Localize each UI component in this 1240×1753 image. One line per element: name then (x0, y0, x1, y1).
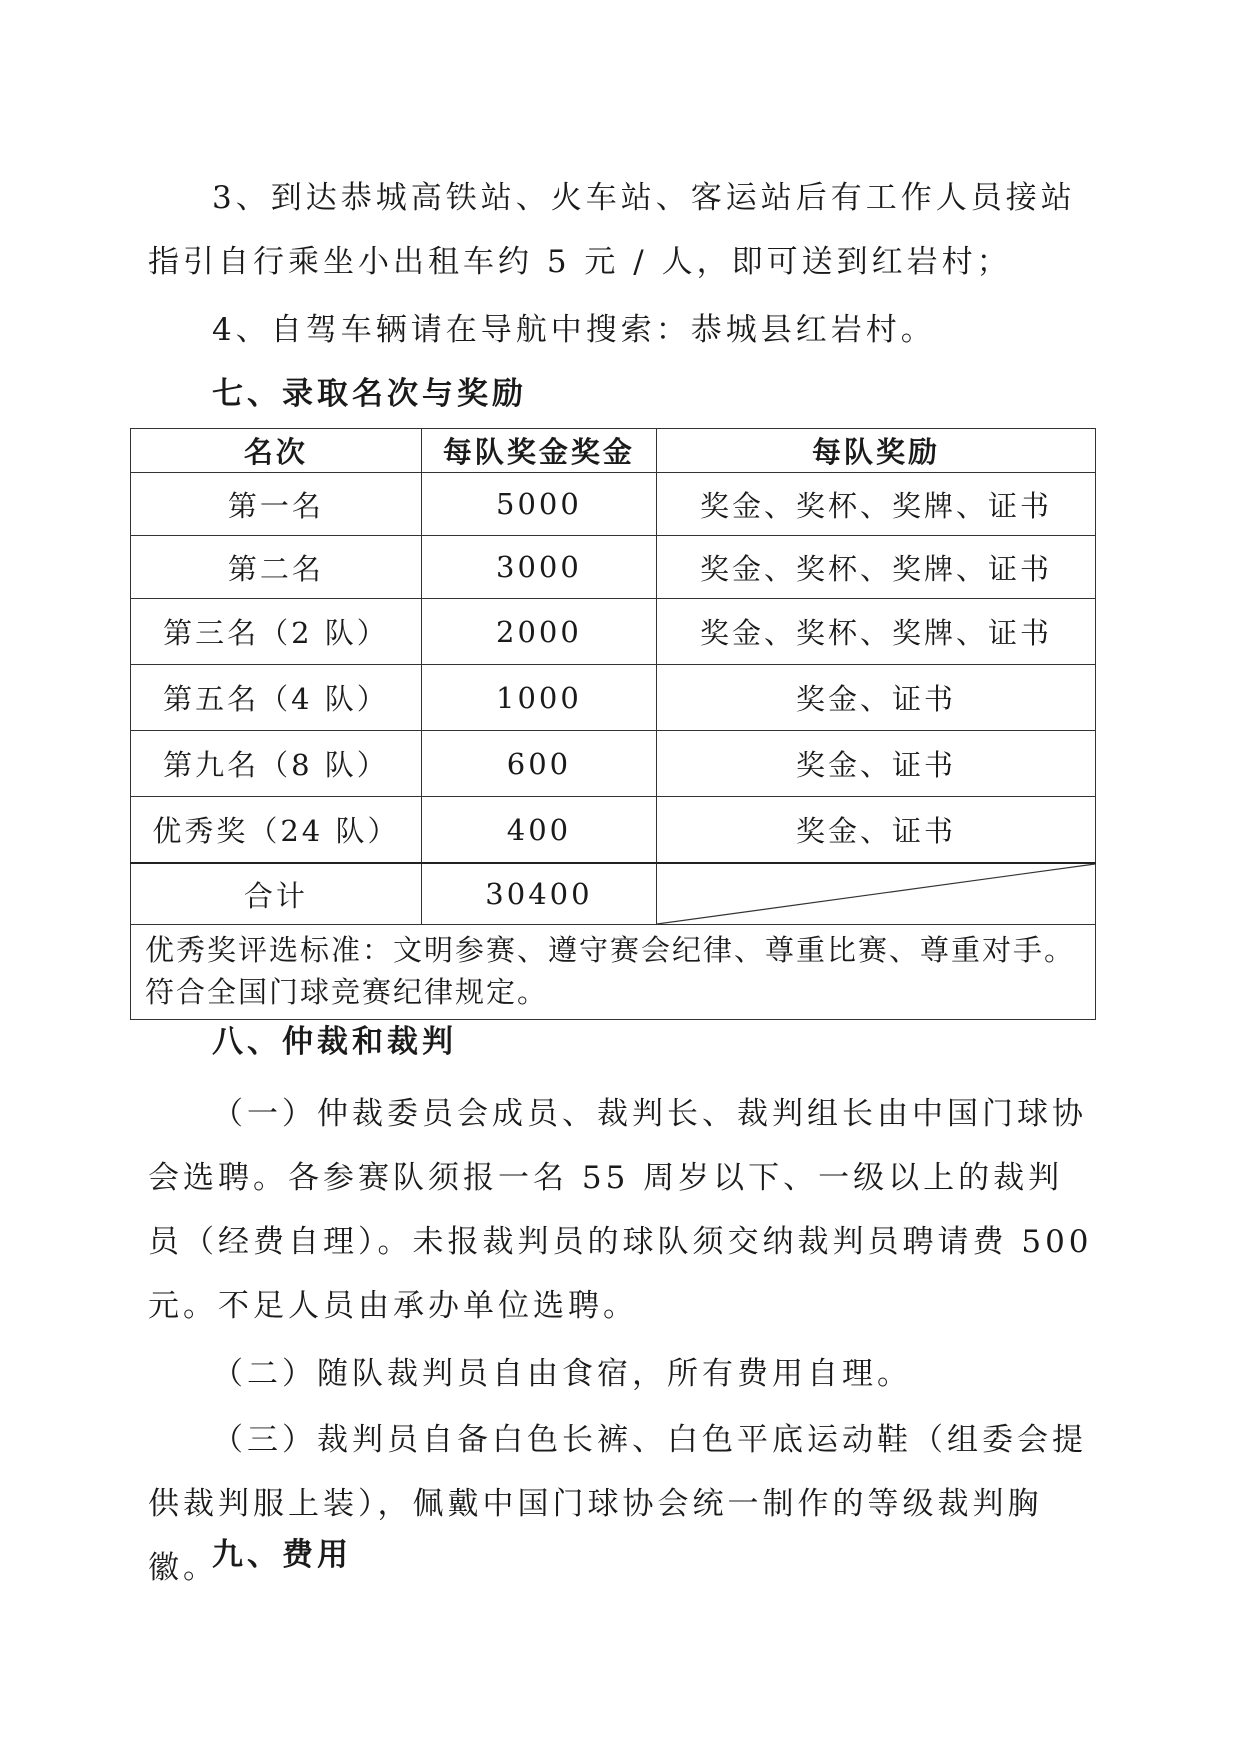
paragraph-transport-3: 3、到达恭城高铁站、火车站、客运站后有工作人员接站指引自行乘坐小出租车约 5 元 / 人，即可送到红岩村； (148, 180, 1076, 280)
table-row (131, 599, 1096, 665)
diagonal-line (657, 864, 1095, 924)
cell-reward: 奖金、奖杯、奖牌、证书 (657, 473, 1096, 536)
cell-rank: 第五名（4 队） (131, 665, 422, 731)
cell-rank: 第一名 (131, 473, 422, 536)
cell-total-value: 30400 (421, 863, 656, 925)
cell-rank: 优秀奖（24 队） (131, 797, 422, 864)
header-amount: 每队奖金奖金 (421, 429, 656, 473)
cell-reward: 奖金、证书 (657, 665, 1096, 731)
table-row (131, 797, 1096, 864)
paragraph-transport-4: 4、自驾车辆请在导航中搜索：恭城县红岩村。 (212, 312, 936, 348)
cell-reward: 奖金、奖杯、奖牌、证书 (657, 536, 1096, 599)
cell-reward: 奖金、证书 (657, 797, 1096, 864)
table-note-row (131, 925, 1096, 1020)
cell-amount: 2000 (421, 599, 656, 665)
cell-reward: 奖金、证书 (657, 731, 1096, 797)
table-row (131, 536, 1096, 599)
paragraph-arbitration-1: （一）仲裁委员会成员、裁判长、裁判组长由中国门球协会选聘。各参赛队须报一名 55 周岁以下、一级以上的裁判员（经费自理）。未报裁判员的球队须交纳裁判员聘请费 500 元。不足人员由承办单位选聘。 (148, 1096, 1093, 1324)
cell-rank: 第二名 (131, 536, 422, 599)
cell-amount: 3000 (421, 536, 656, 599)
cell-note: 优秀奖评选标准：文明参赛、遵守赛会纪律、尊重比赛、尊重对手。符合全国门球竞赛纪律规定。 (131, 925, 1096, 1020)
paragraph-arbitration-2: （二）随队裁判员自由食宿，所有费用自理。 (212, 1356, 912, 1392)
header-rank: 名次 (131, 429, 422, 473)
cell-amount: 400 (421, 797, 656, 864)
cell-reward: 奖金、奖杯、奖牌、证书 (657, 599, 1096, 665)
table-row (131, 473, 1096, 536)
cell-rank: 第三名（2 队） (131, 599, 422, 665)
cell-amount: 600 (421, 731, 656, 797)
header-reward: 每队奖励 (657, 429, 1096, 473)
table-total-row (131, 863, 1096, 925)
table-row (131, 665, 1096, 731)
cell-amount: 5000 (421, 473, 656, 536)
section-heading-7: 七、录取名次与奖励 (212, 376, 527, 412)
section-heading-8: 八、仲裁和裁判 (212, 1024, 457, 1060)
cell-total-label: 合计 (131, 863, 422, 925)
cell-amount: 1000 (421, 665, 656, 731)
table-header-row (131, 429, 1096, 473)
cell-diagonal (657, 863, 1096, 925)
paragraph-arbitration-3: （三）裁判员自备白色长裤、白色平底运动鞋（组委会提供裁判服上装），佩戴中国门球协会统一制作的等级裁判胸徽。 (148, 1422, 1087, 1586)
cell-rank: 第九名（8 队） (131, 731, 422, 797)
table-row (131, 731, 1096, 797)
section-heading-9: 九、费用 (212, 1537, 352, 1573)
prize-table (130, 428, 1096, 1020)
